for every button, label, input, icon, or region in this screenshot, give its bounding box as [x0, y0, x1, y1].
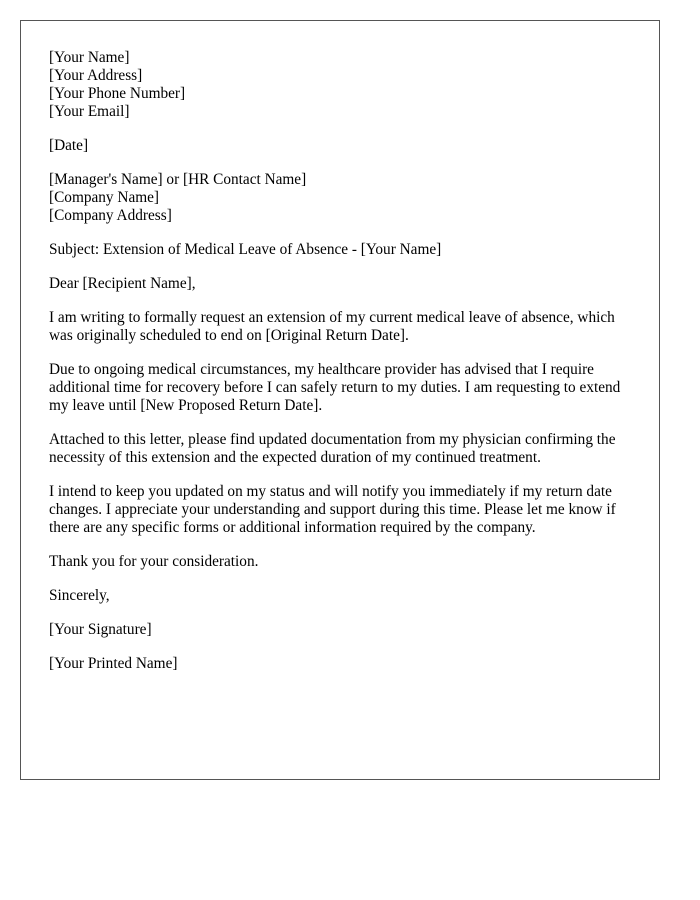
body-paragraph-3: Attached to this letter, please find updated documentation from my physician confirming the necessity of this extension and the expected duration of my continued treatment.	[49, 431, 616, 466]
body-paragraph-2: Due to ongoing medical circumstances, my healthcare provider has advised that I require additional time for recovery before I can safely return to my duties. I am requesting to extend my leave until [New Proposed Return Date].	[49, 361, 621, 414]
body-paragraph-1: I am writing to formally request an extension of my current medical leave of absence, which was originally scheduled to end on [Original Return Date].	[49, 309, 615, 344]
sender-block	[49, 49, 631, 121]
sender-email: [Your Email]	[49, 103, 130, 120]
sender-name: [Your Name]	[49, 49, 130, 66]
body-paragraph-4: I intend to keep you updated on my status and will notify you immediately if my return date changes. I appreciate your understanding and support during this time. Please let me know if there are any specific forms or additional information required by the company.	[49, 483, 616, 536]
printed-name: [Your Printed Name]	[49, 655, 178, 672]
date-block	[49, 137, 631, 155]
sender-address: [Your Address]	[49, 67, 143, 84]
recipient-company: [Company Name]	[49, 189, 160, 206]
letter-date: [Date]	[49, 137, 89, 154]
salutation: Dear [Recipient Name],	[49, 275, 196, 292]
signature: [Your Signature]	[49, 621, 152, 638]
recipient-name: [Manager's Name] or [HR Contact Name]	[49, 171, 307, 188]
closing-thanks: Thank you for your consideration.	[49, 553, 259, 570]
recipient-address: [Company Address]	[49, 207, 172, 224]
subject-line: Subject: Extension of Medical Leave of Absence - [Your Name]	[49, 241, 442, 258]
recipient-block	[49, 171, 631, 225]
letter-page	[20, 20, 660, 780]
closing: Sincerely,	[49, 587, 110, 604]
sender-phone: [Your Phone Number]	[49, 85, 186, 102]
